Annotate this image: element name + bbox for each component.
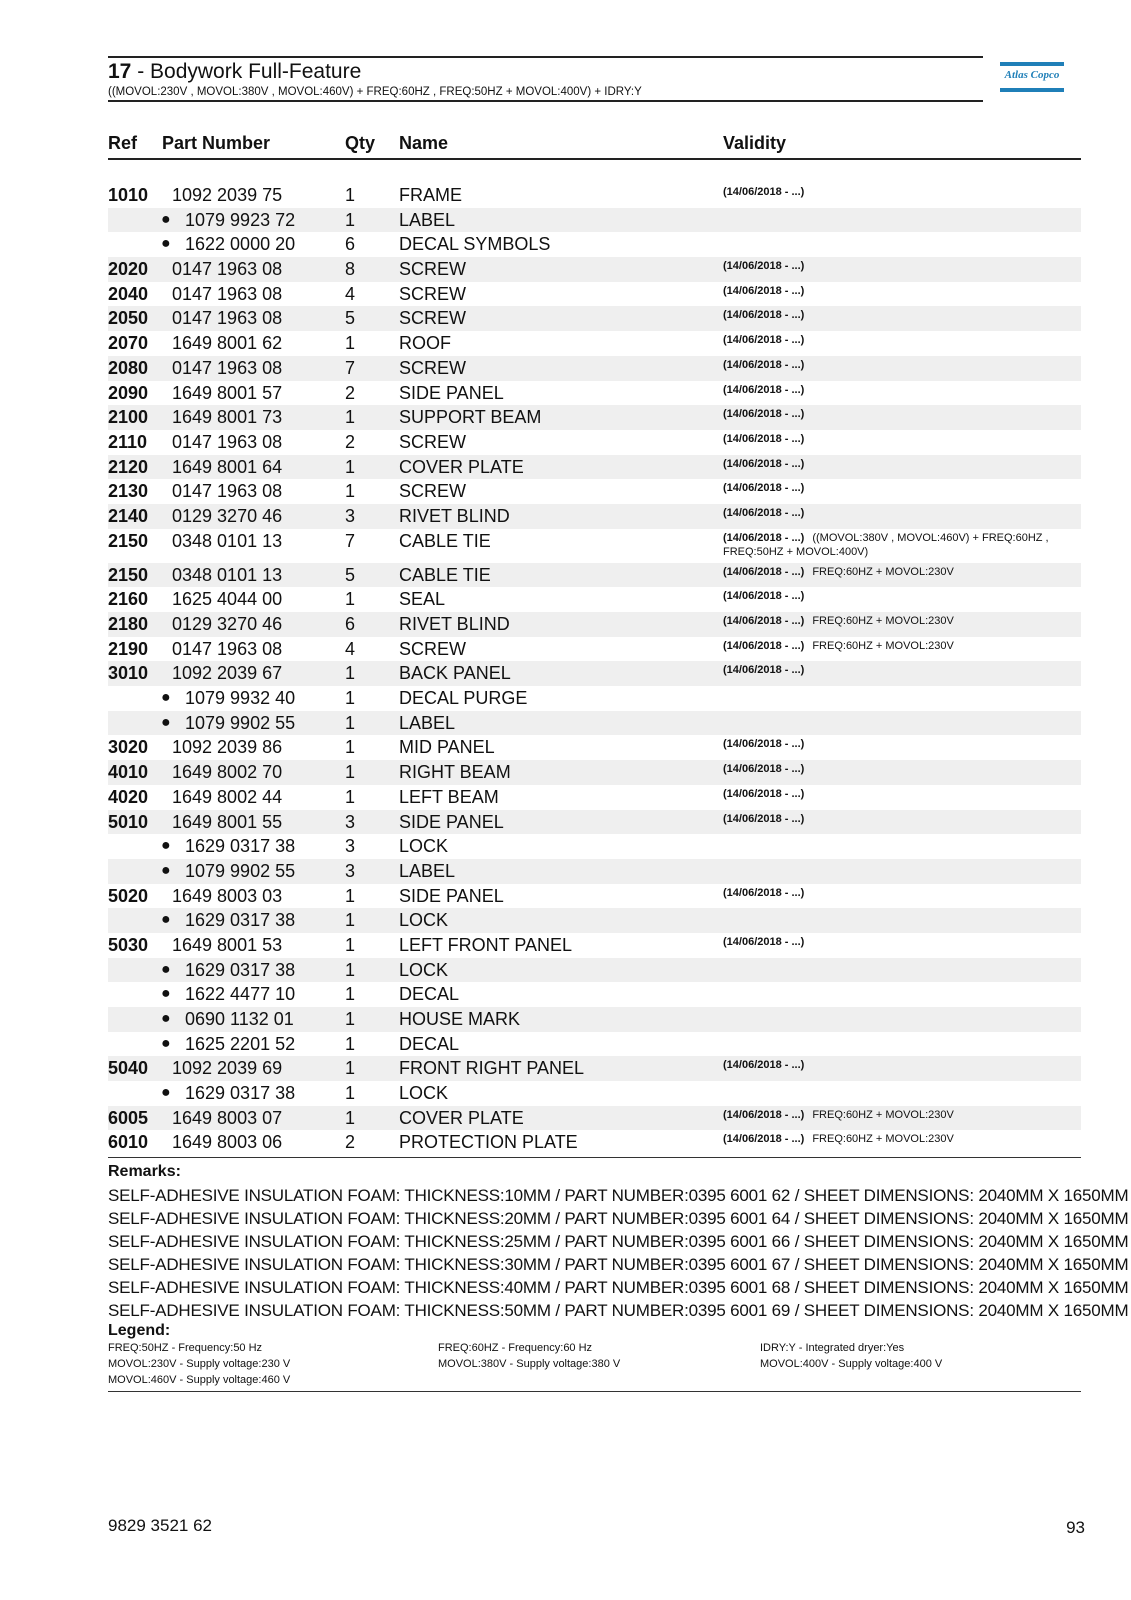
validity-date: (14/06/2018 - ...) xyxy=(723,383,805,396)
ref-cell: 2180 xyxy=(108,614,149,634)
ref-cell: 2050 xyxy=(108,308,149,329)
qty-cell: 4 xyxy=(345,638,356,659)
table-row xyxy=(108,282,1081,307)
name-cell: SEAL xyxy=(399,589,446,610)
bullet-icon: ● xyxy=(161,960,171,978)
name-cell: CABLE TIE xyxy=(399,530,491,551)
validity-cell xyxy=(723,737,804,751)
validity-date: (14/06/2018 - ...) xyxy=(723,886,805,899)
table-row xyxy=(108,1106,1081,1131)
part-number-cell: 1649 8001 53 xyxy=(172,934,283,955)
validity-cell xyxy=(723,1058,804,1072)
table-row xyxy=(108,637,1081,662)
qty-cell: 1 xyxy=(345,1083,356,1104)
qty-cell: 6 xyxy=(345,234,356,255)
ref-cell: 5020 xyxy=(108,885,149,906)
name-cell: RIGHT BEAM xyxy=(399,762,511,783)
remark-line: SELF-ADHESIVE INSULATION FOAM: THICKNESS:50MM / PART NUMBER:0395 6001 69 / SHEET DIMENSIONS: 2040MM X 1650MM xyxy=(108,1301,1129,1320)
validity-date: (14/06/2018 - ...) xyxy=(723,432,805,445)
qty-cell: 1 xyxy=(345,737,356,758)
bullet-icon: ● xyxy=(161,235,171,253)
remark-line: SELF-ADHESIVE INSULATION FOAM: THICKNESS:20MM / PART NUMBER:0395 6001 64 / SHEET DIMENSIONS: 2040MM X 1650MM xyxy=(108,1209,1129,1228)
validity-date: (14/06/2018 - ...) xyxy=(723,309,805,322)
part-number-cell: 1625 4044 00 xyxy=(172,589,283,610)
logo-bar-bottom xyxy=(1000,88,1064,92)
remark-line: SELF-ADHESIVE INSULATION FOAM: THICKNESS:40MM / PART NUMBER:0395 6001 68 / SHEET DIMENSIONS: 2040MM X 1650MM xyxy=(108,1278,1129,1297)
qty-cell: 7 xyxy=(345,357,356,378)
validity-date: (14/06/2018 - ...) xyxy=(723,1133,805,1146)
validity-condition: FREQ:60HZ + MOVOL:230V xyxy=(812,565,954,578)
col-qty: Qty xyxy=(345,133,376,153)
validity-date: (14/06/2018 - ...) xyxy=(723,738,805,751)
part-number-cell: 0147 1963 08 xyxy=(172,283,283,304)
part-number-cell: 1079 9902 55 xyxy=(185,712,296,733)
part-number-cell: 1649 8002 70 xyxy=(172,762,283,783)
validity-condition-cont: FREQ:50HZ + MOVOL:400V) xyxy=(723,545,869,558)
name-cell: SIDE PANEL xyxy=(399,382,504,403)
ref-cell: 2150 xyxy=(108,564,149,585)
part-number-cell: 0147 1963 08 xyxy=(172,481,283,502)
atlas-copco-logo xyxy=(1000,62,1064,96)
part-number-cell: 0690 1132 01 xyxy=(185,1009,294,1029)
validity-cell xyxy=(723,589,804,603)
validity-cell xyxy=(723,663,804,677)
qty-cell: 3 xyxy=(345,811,356,832)
table-bottom-rule xyxy=(108,1157,1081,1158)
table-row xyxy=(108,982,1081,1007)
ref-cell: 2070 xyxy=(108,333,149,354)
name-cell: SCREW xyxy=(399,481,466,502)
table-row xyxy=(108,735,1081,760)
validity-cell xyxy=(723,506,804,520)
name-cell: PROTECTION PLATE xyxy=(399,1132,578,1153)
ref-cell: 4020 xyxy=(108,786,149,807)
validity-cell xyxy=(723,935,804,949)
validity-condition: FREQ:60HZ + MOVOL:230V xyxy=(812,639,954,652)
validity-cell xyxy=(723,762,804,776)
part-number-cell: 1649 8002 44 xyxy=(172,786,283,807)
qty-cell: 1 xyxy=(345,589,356,610)
remark-line: SELF-ADHESIVE INSULATION FOAM: THICKNESS:25MM / PART NUMBER:0395 6001 66 / SHEET DIMENSIONS: 2040MM X 1650MM xyxy=(108,1232,1129,1251)
name-cell: LOCK xyxy=(399,959,449,980)
qty-cell: 1 xyxy=(345,1009,356,1029)
name-cell: SCREW xyxy=(399,308,466,329)
part-number-cell: 0147 1963 08 xyxy=(172,638,283,659)
remarks-title: Remarks: xyxy=(108,1163,181,1180)
validity-cell xyxy=(723,639,954,653)
part-number-cell: 1092 2039 67 xyxy=(172,663,283,684)
validity-cell xyxy=(723,1132,954,1146)
qty-cell: 1 xyxy=(345,407,356,428)
name-cell: COVER PLATE xyxy=(399,456,524,477)
qty-cell: 2 xyxy=(345,1132,356,1153)
legend-freq60: FREQ:60HZ - Frequency:60 Hz xyxy=(438,1342,593,1354)
table-row xyxy=(108,405,1081,430)
name-cell: FRAME xyxy=(399,185,462,205)
validity-date: (14/06/2018 - ...) xyxy=(723,531,805,544)
page-header xyxy=(108,56,983,102)
qty-cell: 1 xyxy=(345,456,356,477)
table-row xyxy=(108,257,1081,282)
ref-cell: 2040 xyxy=(108,283,149,304)
qty-cell: 2 xyxy=(345,431,356,452)
part-number-cell: 0147 1963 08 xyxy=(172,259,283,280)
name-cell: LEFT BEAM xyxy=(399,786,499,807)
ref-cell: 3020 xyxy=(108,737,149,758)
part-number-cell: 1649 8001 62 xyxy=(172,333,283,354)
validity-date: (14/06/2018 - ...) xyxy=(723,1108,805,1121)
part-number-cell: 1079 9902 55 xyxy=(185,860,296,881)
part-number-cell: 1649 8001 57 xyxy=(172,382,283,403)
validity-date: (14/06/2018 - ...) xyxy=(723,615,805,627)
qty-cell: 1 xyxy=(345,1107,356,1128)
name-cell: LABEL xyxy=(399,860,456,881)
qty-cell: 1 xyxy=(345,712,356,733)
name-cell: RIVET BLIND xyxy=(399,614,510,634)
validity-cell xyxy=(723,531,1049,559)
qty-cell: 4 xyxy=(345,283,356,304)
name-cell: SUPPORT BEAM xyxy=(399,407,542,428)
validity-condition: FREQ:60HZ + MOVOL:230V xyxy=(812,1133,954,1146)
validity-date: (14/06/2018 - ...) xyxy=(723,186,805,198)
table-row xyxy=(108,884,1081,909)
table-row xyxy=(108,455,1081,480)
name-cell: CABLE TIE xyxy=(399,564,491,585)
ref-cell: 4010 xyxy=(108,762,149,783)
name-cell: DECAL xyxy=(399,984,460,1005)
qty-cell: 1 xyxy=(345,1058,356,1079)
validity-cell xyxy=(723,432,804,446)
name-cell: LOCK xyxy=(399,1083,449,1104)
part-number-cell: 1649 8001 64 xyxy=(172,456,283,477)
ref-cell: 2090 xyxy=(108,382,149,403)
part-number-cell: 0147 1963 08 xyxy=(172,431,283,452)
name-cell: LOCK xyxy=(399,836,449,857)
ref-cell: 5030 xyxy=(108,934,149,955)
validity-date: (14/06/2018 - ...) xyxy=(723,664,805,677)
qty-cell: 1 xyxy=(345,209,356,230)
validity-date: (14/06/2018 - ...) xyxy=(723,358,805,371)
part-number-cell: 0147 1963 08 xyxy=(172,308,283,329)
validity-date: (14/06/2018 - ...) xyxy=(723,1059,805,1072)
qty-cell: 1 xyxy=(345,333,356,354)
ref-cell: 2140 xyxy=(108,505,149,526)
part-number-cell: 0129 3270 46 xyxy=(172,614,283,634)
ref-cell: 5010 xyxy=(108,811,149,832)
col-validity: Validity xyxy=(723,133,787,153)
part-number-cell: 1092 2039 75 xyxy=(172,185,283,205)
table-row xyxy=(108,232,1081,257)
validity-date: (14/06/2018 - ...) xyxy=(723,812,805,825)
name-cell: COVER PLATE xyxy=(399,1107,524,1128)
name-cell: MID PANEL xyxy=(399,737,495,758)
part-number-cell: 1649 8003 06 xyxy=(172,1132,283,1153)
part-number-cell: 0348 0101 13 xyxy=(172,564,283,585)
name-cell: LABEL xyxy=(399,712,456,733)
qty-cell: 1 xyxy=(345,663,356,684)
validity-date: (14/06/2018 - ...) xyxy=(723,482,805,495)
qty-cell: 5 xyxy=(345,564,356,585)
legend-movol230: MOVOL:230V - Supply voltage:230 V xyxy=(108,1358,291,1370)
table-row xyxy=(108,430,1081,455)
name-cell: LEFT FRONT PANEL xyxy=(399,934,573,955)
validity-date: (14/06/2018 - ...) xyxy=(723,565,805,578)
name-cell: ROOF xyxy=(399,333,451,354)
ref-cell: 2150 xyxy=(108,530,149,551)
qty-cell: 1 xyxy=(345,185,356,205)
table-row xyxy=(108,711,1081,736)
table-row xyxy=(108,381,1081,406)
ref-cell: 6005 xyxy=(108,1107,149,1128)
qty-cell: 1 xyxy=(345,786,356,807)
part-number-cell: 1622 4477 10 xyxy=(185,984,296,1005)
qty-cell: 2 xyxy=(345,382,356,403)
bullet-icon: ● xyxy=(161,210,171,228)
part-number-cell: 1629 0317 38 xyxy=(185,910,296,931)
col-name: Name xyxy=(399,133,449,153)
qty-cell: 1 xyxy=(345,885,356,906)
table-row xyxy=(108,208,1081,233)
bullet-icon: ● xyxy=(161,911,171,929)
validity-date: (14/06/2018 - ...) xyxy=(723,763,805,776)
ref-cell: 2160 xyxy=(108,589,149,610)
qty-cell: 1 xyxy=(345,959,356,980)
validity-cell xyxy=(723,565,954,579)
validity-cell xyxy=(723,812,804,826)
name-cell: LOCK xyxy=(399,910,449,931)
name-cell: DECAL SYMBOLS xyxy=(399,234,551,255)
part-number-cell: 1079 9932 40 xyxy=(185,688,296,709)
ref-cell: 2130 xyxy=(108,481,149,502)
part-number-cell: 1092 2039 86 xyxy=(172,737,283,758)
table-row xyxy=(108,479,1081,504)
part-number-cell: 1629 0317 38 xyxy=(185,959,296,980)
bullet-icon: ● xyxy=(161,713,171,731)
part-number-cell: 1629 0317 38 xyxy=(185,1083,296,1104)
bullet-icon: ● xyxy=(161,1034,171,1052)
qty-cell: 1 xyxy=(345,934,356,955)
qty-cell: 1 xyxy=(345,1033,356,1054)
validity-cell xyxy=(723,457,804,471)
legend-freq50: FREQ:50HZ - Frequency:50 Hz xyxy=(108,1342,263,1354)
legend-movol460: MOVOL:460V - Supply voltage:460 V xyxy=(108,1374,291,1386)
bullet-icon: ● xyxy=(161,837,171,855)
validity-date: (14/06/2018 - ...) xyxy=(723,639,805,652)
name-cell: FRONT RIGHT PANEL xyxy=(399,1058,585,1079)
validity-date: (14/06/2018 - ...) xyxy=(723,334,805,347)
name-cell: SCREW xyxy=(399,357,466,378)
table-row xyxy=(108,612,1081,637)
legend-movol400: MOVOL:400V - Supply voltage:400 V xyxy=(760,1358,943,1370)
name-cell: SIDE PANEL xyxy=(399,811,504,832)
validity-cell xyxy=(723,886,804,900)
qty-cell: 6 xyxy=(345,614,356,634)
bullet-icon: ● xyxy=(161,1084,171,1102)
qty-cell: 1 xyxy=(345,688,356,709)
validity-cell xyxy=(723,185,804,199)
ref-cell: 2190 xyxy=(108,638,149,659)
legend-idry: IDRY:Y - Integrated dryer:Yes xyxy=(760,1342,905,1354)
remark-line: SELF-ADHESIVE INSULATION FOAM: THICKNESS:30MM / PART NUMBER:0395 6001 67 / SHEET DIMENSIONS: 2040MM X 1650MM xyxy=(108,1255,1129,1274)
table-row xyxy=(108,958,1081,983)
qty-cell: 1 xyxy=(345,762,356,783)
logo-text: Atlas Copco xyxy=(1004,69,1060,81)
table-row xyxy=(108,331,1081,356)
validity-date: (14/06/2018 - ...) xyxy=(723,260,805,273)
table-row xyxy=(108,1130,1081,1155)
table-row xyxy=(108,306,1081,331)
ref-cell: 2020 xyxy=(108,259,149,280)
validity-cell xyxy=(723,1108,954,1122)
validity-cell xyxy=(723,614,954,628)
part-number-cell: 0147 1963 08 xyxy=(172,357,283,378)
part-number-cell: 1649 8001 73 xyxy=(172,407,283,428)
name-cell: SCREW xyxy=(399,638,466,659)
part-number-cell: 1649 8001 55 xyxy=(172,811,283,832)
ref-cell: 1010 xyxy=(108,185,149,205)
section-number: 17 xyxy=(108,60,132,83)
validity-date: (14/06/2018 - ...) xyxy=(723,935,805,948)
table-row xyxy=(108,661,1081,686)
document-number: 9829 3521 62 xyxy=(108,1516,212,1535)
table-row xyxy=(108,785,1081,810)
table-row xyxy=(108,1056,1081,1081)
validity-cell xyxy=(723,481,804,495)
ref-cell: 2120 xyxy=(108,456,149,477)
logo-bar-top xyxy=(1000,62,1064,66)
validity-date: (14/06/2018 - ...) xyxy=(723,408,805,421)
ref-cell: 2100 xyxy=(108,407,149,428)
part-number-cell: 1649 8003 07 xyxy=(172,1107,283,1128)
qty-cell: 1 xyxy=(345,910,356,931)
validity-cell xyxy=(723,787,804,801)
validity-cell xyxy=(723,259,804,273)
bullet-icon: ● xyxy=(161,1010,171,1027)
bullet-icon: ● xyxy=(161,689,171,707)
qty-cell: 3 xyxy=(345,836,356,857)
name-cell: SIDE PANEL xyxy=(399,885,504,906)
table-row xyxy=(108,810,1081,835)
part-number-cell: 1079 9923 72 xyxy=(185,209,296,230)
ref-cell: 6010 xyxy=(108,1132,149,1153)
name-cell: HOUSE MARK xyxy=(399,1009,521,1029)
validity-cell xyxy=(723,308,804,322)
part-number-cell: 1649 8003 03 xyxy=(172,885,283,906)
name-cell: SCREW xyxy=(399,283,466,304)
legend-title: Legend: xyxy=(108,1322,171,1339)
qty-cell: 1 xyxy=(345,984,356,1005)
table-row xyxy=(108,587,1081,612)
qty-cell: 8 xyxy=(345,259,356,280)
validity-cell xyxy=(723,383,804,397)
ref-cell: 3010 xyxy=(108,663,149,684)
name-cell: DECAL xyxy=(399,1033,460,1054)
validity-cell xyxy=(723,358,804,372)
table-row xyxy=(108,183,1081,208)
table-row xyxy=(108,760,1081,785)
ref-cell: 5040 xyxy=(108,1058,149,1079)
table-row xyxy=(108,563,1081,588)
validity-date: (14/06/2018 - ...) xyxy=(723,457,805,470)
validity-cell xyxy=(723,407,804,421)
part-number-cell: 1625 2201 52 xyxy=(185,1033,296,1054)
validity-date: (14/06/2018 - ...) xyxy=(723,787,805,800)
part-number-cell: 0129 3270 46 xyxy=(172,505,283,526)
table-row xyxy=(108,834,1081,859)
part-number-cell: 1622 0000 20 xyxy=(185,234,296,255)
page-number: 93 xyxy=(1066,1518,1085,1537)
table-row xyxy=(108,1081,1081,1106)
validity-condition: FREQ:60HZ + MOVOL:230V xyxy=(812,1108,954,1121)
table-row xyxy=(108,859,1081,884)
table-row xyxy=(108,504,1081,529)
qty-cell: 1 xyxy=(345,481,356,502)
table-row xyxy=(108,356,1081,381)
parts-table xyxy=(108,183,1081,1155)
col-part-number: Part Number xyxy=(162,133,271,153)
validity-date: (14/06/2018 - ...) xyxy=(723,284,805,297)
table-row xyxy=(108,1032,1081,1057)
name-cell: RIVET BLIND xyxy=(399,505,510,526)
validity-condition: FREQ:60HZ + MOVOL:230V xyxy=(812,615,954,627)
section-name: Bodywork Full-Feature xyxy=(150,60,362,83)
remarks-list xyxy=(108,1184,1129,1322)
name-cell: LABEL xyxy=(399,209,456,230)
part-number-cell: 1092 2039 69 xyxy=(172,1058,283,1079)
validity-date: (14/06/2018 - ...) xyxy=(723,590,805,603)
name-cell: SCREW xyxy=(399,431,466,452)
col-ref: Ref xyxy=(108,133,138,153)
name-cell: SCREW xyxy=(399,259,466,280)
part-number-cell: 1629 0317 38 xyxy=(185,836,296,857)
bullet-icon: ● xyxy=(161,861,171,879)
validity-condition: ((MOVOL:380V , MOVOL:460V) + FREQ:60HZ , xyxy=(812,531,1049,544)
table-row xyxy=(108,908,1081,933)
qty-cell: 3 xyxy=(345,860,356,881)
remark-line: SELF-ADHESIVE INSULATION FOAM: THICKNESS:10MM / PART NUMBER:0395 6001 62 / SHEET DIMENSIONS: 2040MM X 1650MM xyxy=(108,1186,1129,1205)
bullet-icon: ● xyxy=(161,985,171,1003)
qty-cell: 3 xyxy=(345,505,356,526)
table-row xyxy=(108,933,1081,958)
qty-cell: 7 xyxy=(345,530,356,551)
name-cell: BACK PANEL xyxy=(399,663,511,684)
legend-movol380: MOVOL:380V - Supply voltage:380 V xyxy=(438,1358,621,1370)
section-subtitle: ((MOVOL:230V , MOVOL:380V , MOVOL:460V) + FREQ:60HZ , FREQ:50HZ + MOVOL:400V) + IDRY:Y xyxy=(108,86,642,98)
table-row xyxy=(108,686,1081,711)
ref-cell: 2110 xyxy=(108,431,148,452)
table-row xyxy=(108,1007,1081,1032)
name-cell: DECAL PURGE xyxy=(399,688,528,709)
ref-cell: 2080 xyxy=(108,357,149,378)
validity-date: (14/06/2018 - ...) xyxy=(723,506,805,519)
validity-cell xyxy=(723,333,804,347)
part-number-cell: 0348 0101 13 xyxy=(172,530,283,551)
section-title: 17 - Bodywork Full-Feature xyxy=(108,60,362,83)
table-row xyxy=(108,529,1081,563)
qty-cell: 5 xyxy=(345,308,356,329)
table-header xyxy=(108,130,1081,160)
validity-cell xyxy=(723,284,804,298)
legend-bottom-rule xyxy=(108,1391,1081,1392)
